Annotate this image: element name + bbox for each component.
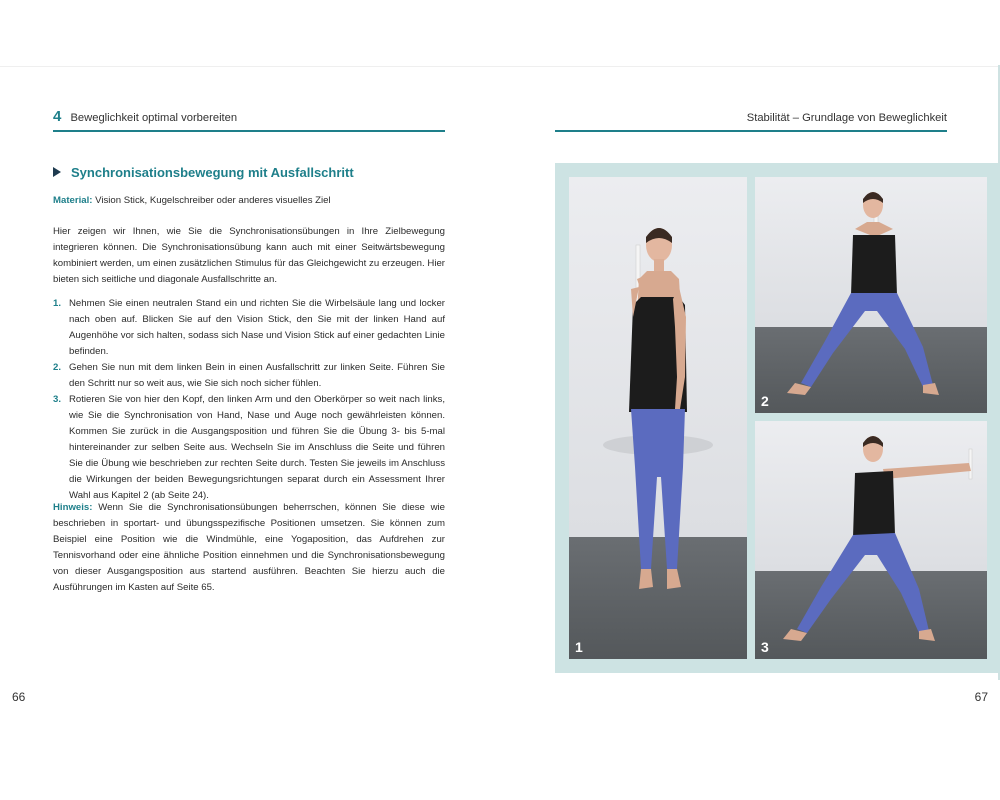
intro-paragraph: Hier zeigen wir Ihnen, wie Sie die Synchronisationsübungen in Ihre Zielbewegung integrieren können. Die Synchronisationsübung kann auch mit einer Seitwärtsbewegung kombiniert werden, um einen zusätzlichen Stimulus für das Gleichgewicht zu erzeugen. Hier bieten sich seitliche und diagonale Ausfallschritte an. xyxy=(53,226,445,285)
page-number-right: 67 xyxy=(974,690,988,704)
material-text: Vision Stick, Kugelschreiber oder anderes visuelles Ziel xyxy=(95,195,331,206)
step-number: 1. xyxy=(53,298,62,309)
hint-paragraph xyxy=(53,500,445,596)
left-header-rule xyxy=(53,130,445,132)
right-running-header xyxy=(555,112,947,124)
right-header-rule xyxy=(555,130,947,132)
steps-list xyxy=(53,296,445,504)
photo-label: 1 xyxy=(575,639,583,655)
exercise-photo-3 xyxy=(755,421,987,659)
step-text: Gehen Sie nun mit dem linken Bein in einen Ausfallschritt zur linken Seite. Führen Sie den Schritt nur so weit aus, wie Sie sich noch sicher fühlen. xyxy=(69,362,445,389)
list-item xyxy=(53,392,445,504)
triangle-bullet-icon xyxy=(53,167,61,177)
photo-label: 2 xyxy=(761,393,769,409)
step-number: 3. xyxy=(53,394,62,405)
section-title: Synchronisationsbewegung mit Ausfallschritt xyxy=(71,165,354,180)
exercise-photo-2 xyxy=(755,177,987,413)
page-number-left: 66 xyxy=(12,690,26,704)
person-rotation-figure xyxy=(755,421,987,659)
photo-label: 3 xyxy=(761,639,769,655)
list-item xyxy=(53,360,445,392)
list-item xyxy=(53,296,445,360)
hint-label: Hinweis: xyxy=(53,502,93,513)
right-header-title: Stabilität – Grundlage von Beweglichkeit xyxy=(746,112,947,124)
exercise-photo-1 xyxy=(569,177,747,659)
chapter-title: Beweglichkeit optimal vorbereiten xyxy=(70,112,238,124)
left-running-header xyxy=(53,108,237,125)
material-line xyxy=(53,193,445,209)
person-side-lunge-figure xyxy=(755,177,987,413)
hint-text: Wenn Sie die Synchronisationsübungen beherrschen, können Sie diese wie beschrieben in sportart- und übungsspezifische Positionen umsetzen. Sie können zum Beispiel eine Position wie die Windmühle, eine Yogaposition, das Aufdrehen zur Tennisvorhand oder eine ähnliche Position einnehmen und die Synchronisationsbewegung von dieser Ausgangsposition aus startend ausführen. Beachten Sie hierzu auch die Ausführungen im Kasten auf Seite 65. xyxy=(53,502,445,593)
person-standing-figure xyxy=(569,177,747,659)
step-text: Nehmen Sie einen neutralen Stand ein und richten Sie die Wirbelsäule lang und locker nach oben auf. Blicken Sie auf den Vision Stick, den Sie mit der linken Hand auf Augenhöhe vor sich halten, sodass sich Nase und Vision Stick auf einer gedachten Linie befinden. xyxy=(69,298,445,357)
step-number: 2. xyxy=(53,362,62,373)
page-top-line xyxy=(0,66,1000,67)
section-heading xyxy=(53,164,354,182)
step-text: Rotieren Sie von hier den Kopf, den linken Arm und den Oberkörper so weit nach links, wie Sie die Synchronisation von Hand, Nase und Auge noch gewährleisten können. Kommen Sie zurück in die Ausgangsposition und führen Sie die Übung 3- bis 5-mal hintereinander zur selben Seite aus. Wechseln Sie im Anschluss die Seite und führen Sie die Übung wie beschrieben zur rechten Seite durch. Testen Sie jeweils im Anschluss die Wirkungen der beiden Bewegungsrichtungen separat durch ein Assessment Ihrer Wahl aus Kapitel 2 (ab Seite 24). xyxy=(69,394,445,501)
material-label: Material: xyxy=(53,195,93,206)
chapter-number: 4 xyxy=(53,108,62,125)
